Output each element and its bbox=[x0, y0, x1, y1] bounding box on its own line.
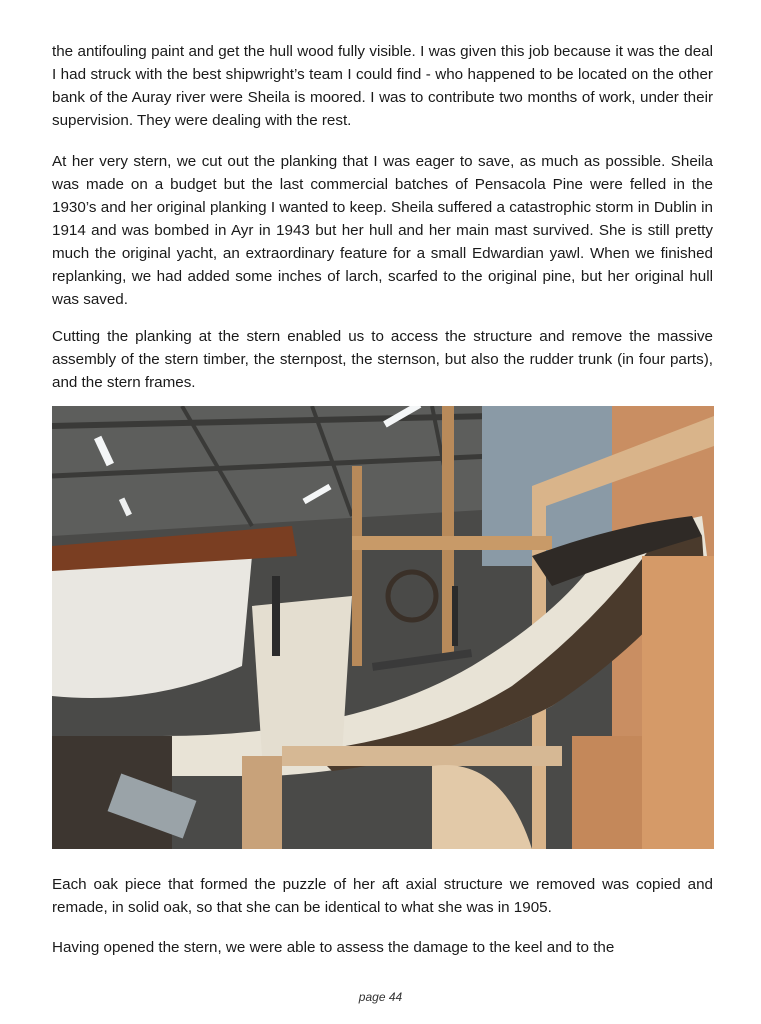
paragraph-stern-structure: Cutting the planking at the stern enabled us to access the structure and remove the massive assembly of the stern timber, the sternpost, the sternson, but also the rudder trunk (in four parts), and the stern frames. bbox=[52, 328, 713, 391]
paragraph-stern-planking: At her very stern, we cut out the planking that I was eager to save, as much as possible. Sheila was made on a budget but the last commercial batches of Pensacola Pine were felled in the 1930’s and her original planking I wanted to keep. Sheila suffered a catastrophic storm in Dublin in 1914 and was bombed in Ayr in 1943 but her hull and her main mast survived. She is still pretty much the original yacht, an extraordinary feature for a small Edwardian yawl. When we finished replanking, we had added some inches of larch, scarfed to the original pine, but her original hull was saved. bbox=[52, 153, 713, 308]
workshop-photo bbox=[52, 406, 714, 849]
page-number: page 44 bbox=[358, 990, 403, 1004]
paragraph-keel-damage: Having opened the stern, we were able to assess the damage to the keel and to the bbox=[52, 939, 615, 956]
paragraph-oak-pieces: Each oak piece that formed the puzzle of her aft axial structure we removed was copied and remade, in solid oak, so that she can be identical to what she was in 1905. bbox=[52, 876, 713, 916]
paragraph-antifouling: the antifouling paint and get the hull wood fully visible. I was given this job because it was the deal I had struck with the best shipwright’s team I could find - who happened to be located on the other bank of the Auray river were Sheila is moored. I was to contribute two months of work, under their supervision. They were dealing with the rest. bbox=[52, 43, 713, 129]
